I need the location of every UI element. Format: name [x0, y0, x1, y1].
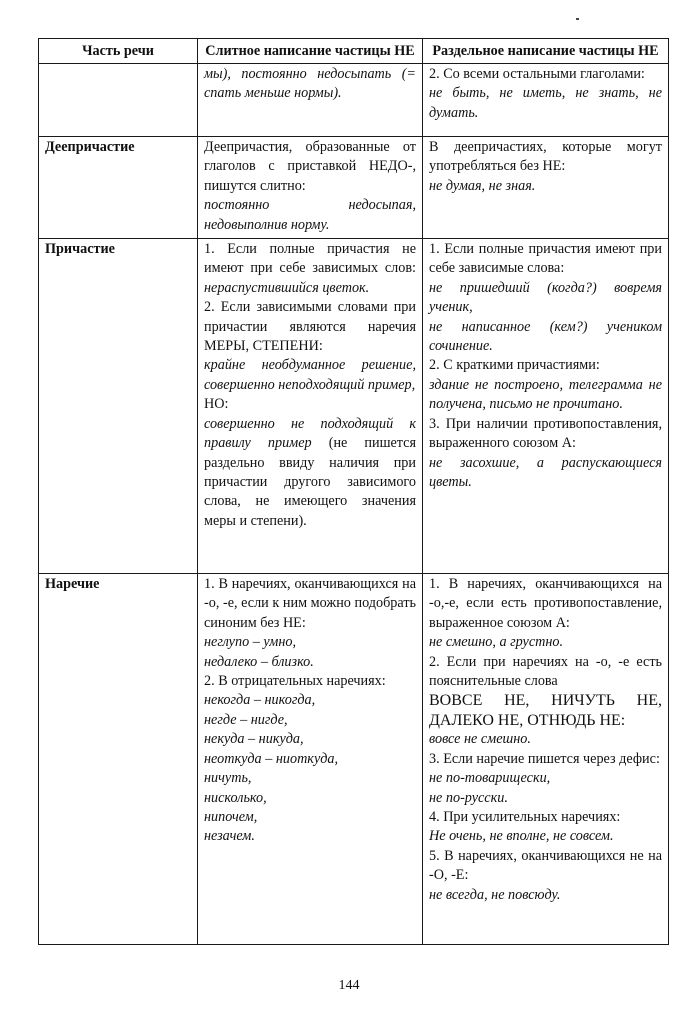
joined-cell	[198, 239, 423, 574]
separate-cell	[423, 137, 669, 239]
example-text: не всегда, не повсюду.	[429, 886, 561, 903]
page-number: 144	[338, 978, 360, 993]
example-text: некуда – никуда,	[204, 731, 304, 748]
rule-text: 1. В наречиях, оканчивающихся на -о,-е, если есть противопоставление, выраженное союзом А:	[429, 576, 662, 631]
emphasis-words: ВОВСЕ НЕ, НИЧУТЬ НЕ, ДАЛЕКО НЕ, ОТНЮДЬ НЕ:	[429, 692, 662, 729]
joined-cell	[198, 137, 423, 239]
rule-text	[204, 240, 416, 298]
rule-text: 5. В наречиях, оканчивающихся не на -О, -Е:	[429, 847, 662, 884]
example-inline: нераспустившийся цветок.	[204, 279, 370, 296]
part-of-speech-cell	[39, 64, 198, 137]
part-of-speech-cell: Деепричастие	[39, 137, 198, 239]
example-text: не написанное (кем?) учеником сочинение.	[429, 318, 662, 355]
separate-cell	[423, 574, 669, 945]
part-of-speech-cell: Причастие	[39, 239, 198, 574]
example-text: не думая, не зная.	[429, 177, 536, 194]
example-text: некогда – никогда,	[204, 692, 316, 709]
scan-speck	[576, 18, 579, 20]
rule-text: 1. В наречиях, оканчивающихся на -о, -е, если к ним можно подобрать синоним без НЕ:	[204, 576, 416, 631]
rule-text: 2. Со всеми остальными глаголами:	[429, 66, 645, 82]
rule-text: В деепричастиях, которые могут употребляться без НЕ:	[429, 139, 662, 175]
rule-text	[204, 415, 416, 531]
example-text: неоткуда – ниоткуда,	[204, 750, 339, 767]
example-text: мы), постоянно недосыпать (= спать меньше нормы).	[204, 66, 416, 102]
example-text: не смешно, а грустно.	[429, 634, 564, 651]
example-text: негде – нигде,	[204, 711, 288, 728]
example-text: не быть, не иметь, не знать, не думать.	[429, 85, 662, 121]
rule-text: 2. Если зависимыми словами при причастии являются наречия МЕРЫ, СТЕПЕНИ:	[204, 299, 416, 355]
example-text: недалеко – близко.	[204, 653, 314, 670]
joined-cell	[198, 574, 423, 945]
rule-lead: 1. Если полные причастия не имеют при себе зависимых слов:	[204, 241, 416, 277]
part-of-speech-cell: Наречие	[39, 574, 198, 945]
example-text: ничуть,	[204, 770, 252, 787]
rule-text: 2. С краткими причастиями:	[429, 357, 600, 374]
table-header-row	[39, 39, 669, 64]
rule-text: Деепричастия, образованные от глаголов с приставкой НЕДО-, пишутся слитно:	[204, 139, 416, 194]
example-text: незачем.	[204, 828, 255, 845]
example-text: не по-русски.	[429, 789, 508, 806]
example-inline: совершенно не подходящий к правилу пример	[204, 415, 416, 452]
rule-text: 3. При наличии противопоставления, выраженного союзом А:	[429, 415, 662, 452]
contrast-marker: НО:	[204, 396, 229, 413]
table-row	[39, 64, 669, 137]
rule-text: 2. В отрицательных наречиях:	[204, 673, 386, 690]
table-row	[39, 137, 669, 239]
rule-text: 1. Если полные причастия имеют при себе зависимые слова:	[429, 241, 662, 277]
example-text: не засохшие, а распускающиеся цветы.	[429, 454, 662, 490]
rule-note: (не пишется раздельно ввиду наличия при причастии другого зависимого слова, не имеющего значения меры и степени).	[204, 435, 417, 529]
rule-text: 3. Если наречие пишется через дефис:	[429, 750, 660, 767]
rule-text: 2. Если при наречиях на -о, -е есть пояснительные слова	[429, 653, 662, 690]
header-separate-spelling: Раздельное написание частицы НЕ	[423, 39, 669, 64]
spelling-rules-table	[38, 38, 669, 945]
example-text: не пришедший (когда?) вовремя ученик,	[429, 279, 662, 316]
example-text: здание не построено, телеграмма не получена, письмо не прочитано.	[429, 376, 662, 413]
rule-text: 4. При усилительных наречиях:	[429, 808, 621, 825]
table-row	[39, 574, 669, 945]
separate-cell	[423, 64, 669, 137]
example-text: не по-товарищески,	[429, 770, 551, 787]
example-text: постоянно недосыпая, недовыполнив норму.	[204, 197, 416, 233]
header-part-of-speech: Часть речи	[39, 39, 198, 64]
joined-cell	[198, 64, 423, 137]
table-row	[39, 239, 669, 574]
example-text: нипочем,	[204, 808, 258, 825]
example-text: Не очень, не вполне, не совсем.	[429, 828, 614, 845]
example-text: вовсе не смешно.	[429, 731, 531, 748]
example-text: нисколько,	[204, 789, 267, 806]
header-joined-spelling: Слитное написание частицы НЕ	[198, 39, 423, 64]
separate-cell	[423, 239, 669, 574]
example-text: крайне необдуманное решение, совершенно неподходящий пример,	[204, 357, 416, 393]
example-text: неглупо – умно,	[204, 634, 297, 651]
